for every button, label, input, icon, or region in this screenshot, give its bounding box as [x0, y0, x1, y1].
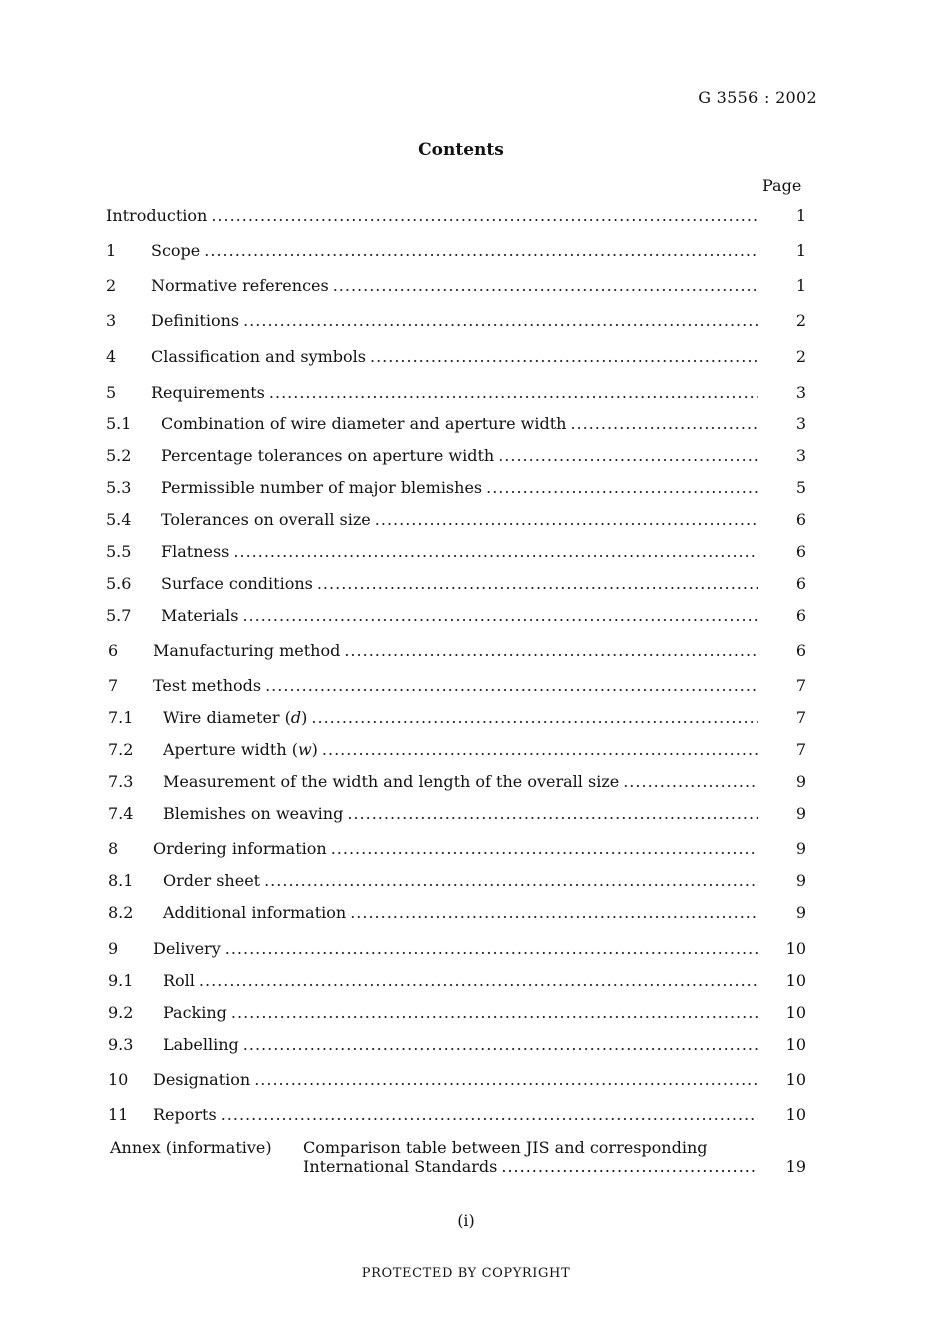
- toc-entry-title: Packing: [163, 1003, 227, 1022]
- annex-title-line2: International Standards: [303, 1157, 498, 1176]
- toc-entry-title: Permissible number of major blemishes: [161, 478, 483, 497]
- toc-entry-number: 8.2: [108, 903, 134, 922]
- toc-entry-title: Aperture width (w): [163, 740, 318, 759]
- toc-entry[interactable]: [106, 382, 806, 404]
- toc-entry-leader-wrap: [161, 477, 758, 499]
- toc-entry-page: 10: [785, 1003, 806, 1022]
- toc-entry-leader-wrap: [153, 1069, 758, 1091]
- toc-entry-number: 7: [108, 676, 119, 695]
- toc-entry-page: 7: [795, 708, 806, 727]
- toc-entry-leader-wrap: [163, 707, 758, 729]
- toc-entry-page: 1: [795, 241, 806, 260]
- toc-entry[interactable]: [106, 240, 806, 262]
- toc-entry-title: Percentage tolerances on aperture width: [161, 446, 495, 465]
- toc-entry-page: 7: [795, 740, 806, 759]
- toc-entry[interactable]: [106, 1104, 806, 1126]
- dot-leader: [231, 1002, 758, 1024]
- toc-entry-page: 5: [795, 478, 806, 497]
- toc-entry-leader-wrap: [163, 771, 758, 793]
- toc-entry[interactable]: [106, 1002, 806, 1024]
- toc-entry-title: Surface conditions: [161, 574, 313, 593]
- dot-leader: [317, 573, 758, 595]
- toc-entry-title: Measurement of the width and length of the overall size: [163, 772, 620, 791]
- toc-entry-page: 10: [785, 1105, 806, 1124]
- toc-entry[interactable]: [106, 739, 806, 761]
- toc-entry-title: Ordering information: [153, 839, 327, 858]
- toc-entry-title: Roll: [163, 971, 195, 990]
- dot-leader: [344, 640, 758, 662]
- toc-entry-number: 5.1: [106, 414, 132, 433]
- dot-leader: [221, 1104, 758, 1126]
- dot-leader: [233, 541, 758, 563]
- toc-entry-title: Classification and symbols: [151, 347, 366, 366]
- toc-entry-leader-wrap: [163, 803, 758, 825]
- toc-entry[interactable]: [106, 573, 806, 595]
- annex-page: 19: [785, 1157, 806, 1176]
- toc-entry[interactable]: [106, 541, 806, 563]
- dot-leader: [254, 1069, 758, 1091]
- toc-entry-leader-wrap: [163, 1002, 758, 1024]
- toc-entry-page: 10: [785, 971, 806, 990]
- toc-entry-number: 1: [106, 241, 117, 260]
- toc-entry[interactable]: [106, 803, 806, 825]
- toc-entry-number: 9.2: [108, 1003, 134, 1022]
- toc-entry-leader-wrap: [163, 1034, 758, 1056]
- dot-leader: [333, 275, 758, 297]
- toc-entry-number: 6: [108, 641, 119, 660]
- toc-entry[interactable]: [106, 605, 806, 627]
- toc-entry-leader-wrap: [151, 240, 758, 262]
- dot-leader: [498, 445, 758, 467]
- dot-leader: [486, 477, 758, 499]
- toc-entry-page: 9: [795, 804, 806, 823]
- document-number: G 3556 : 2002: [698, 88, 817, 107]
- toc-entry-number: 5: [106, 383, 117, 402]
- annex-label: Annex (informative): [110, 1138, 272, 1157]
- toc-entry-leader-wrap: [153, 675, 758, 697]
- toc-entry-leader-wrap: [161, 445, 758, 467]
- toc-entry-number: 7.1: [108, 708, 134, 727]
- toc-entry[interactable]: [106, 707, 806, 729]
- toc-entry-number: 5.4: [106, 510, 132, 529]
- toc-entry-page: 6: [795, 606, 806, 625]
- dot-leader: [331, 838, 758, 860]
- copyright-notice: PROTECTED BY COPYRIGHT: [361, 1266, 571, 1281]
- toc-entry-number: 8.1: [108, 871, 134, 890]
- annex-title-line2-wrap: [303, 1157, 758, 1176]
- toc-entry-page: 10: [785, 939, 806, 958]
- toc-entry-leader-wrap: [151, 275, 758, 297]
- dot-leader: [623, 771, 758, 793]
- toc-entry-title: Manufacturing method: [153, 641, 341, 660]
- toc-entry-number: 5.3: [106, 478, 132, 497]
- toc-entry-title: Reports: [153, 1105, 217, 1124]
- toc-entry-leader-wrap: [153, 640, 758, 662]
- toc-entry-title: Combination of wire diameter and aperture width: [161, 414, 567, 433]
- toc-entry-leader-wrap: [161, 573, 758, 595]
- toc-entry[interactable]: [106, 275, 806, 297]
- toc-entry-number: 9.3: [108, 1035, 134, 1054]
- toc-entry[interactable]: [106, 1069, 806, 1091]
- dot-leader: [350, 902, 758, 924]
- toc-entry[interactable]: [106, 1034, 806, 1056]
- toc-entry-leader-wrap: [153, 838, 758, 860]
- toc-entry-leader-wrap: [153, 1104, 758, 1126]
- toc-entry-number: 7.4: [108, 804, 134, 823]
- dot-leader: [204, 240, 758, 262]
- toc-entry-number: 7.2: [108, 740, 134, 759]
- dot-leader: [269, 382, 758, 404]
- toc-entry-title: Definitions: [151, 311, 240, 330]
- toc-entry[interactable]: [106, 870, 806, 892]
- toc-entry-number: 4: [106, 347, 117, 366]
- dot-leader: [211, 205, 758, 227]
- toc-entry-number: 9: [108, 939, 119, 958]
- toc-entry[interactable]: [106, 675, 806, 697]
- toc-entry-page: 9: [795, 772, 806, 791]
- dot-leader: [264, 870, 758, 892]
- toc-entry-page: 9: [795, 839, 806, 858]
- toc-entry-leader-wrap: [163, 970, 758, 992]
- dot-leader: [347, 803, 758, 825]
- toc-entry-number: 5.2: [106, 446, 132, 465]
- toc-entry-page: 6: [795, 510, 806, 529]
- toc-entry-page: 6: [795, 542, 806, 561]
- toc-entry-number: 2: [106, 276, 117, 295]
- dot-leader: [501, 1157, 758, 1176]
- toc-entry-page: 6: [795, 574, 806, 593]
- toc-entry-title: Additional information: [163, 903, 347, 922]
- toc-entry-number: 7.3: [108, 772, 134, 791]
- toc-entry-title: Order sheet: [163, 871, 261, 890]
- toc-entry[interactable]: [106, 413, 806, 435]
- toc-entry-title: Wire diameter (d): [163, 708, 308, 727]
- toc-entry-leader-wrap: [151, 382, 758, 404]
- toc-entry-number: 8: [108, 839, 119, 858]
- toc-entry-title: Introduction: [106, 206, 208, 225]
- toc-entry-leader-wrap: [161, 413, 758, 435]
- toc-entry-title: Scope: [151, 241, 201, 260]
- toc-entry-title: Flatness: [161, 542, 230, 561]
- toc-entry-title: Labelling: [163, 1035, 239, 1054]
- toc-entry-page: 3: [795, 414, 806, 433]
- toc-entry-leader-wrap: [163, 902, 758, 924]
- toc-entry[interactable]: [106, 938, 806, 960]
- toc-entry[interactable]: [106, 970, 806, 992]
- page-folio: (i): [457, 1211, 475, 1230]
- toc-entry-number: 10: [108, 1070, 129, 1089]
- toc-entry-leader-wrap: [161, 605, 758, 627]
- toc-entry-number: 3: [106, 311, 117, 330]
- toc-entry-number: 5.6: [106, 574, 132, 593]
- toc-entry-title: Test methods: [153, 676, 262, 695]
- dot-leader: [243, 310, 758, 332]
- toc-entry-title: Tolerances on overall size: [161, 510, 371, 529]
- page-column-label: Page: [762, 176, 802, 195]
- dot-leader: [199, 970, 758, 992]
- toc-entry-title: Requirements: [151, 383, 265, 402]
- toc-entry[interactable]: [106, 477, 806, 499]
- dot-leader: [370, 346, 758, 368]
- toc-entry[interactable]: [106, 205, 806, 227]
- dot-leader: [242, 605, 758, 627]
- dot-leader: [570, 413, 758, 435]
- toc-entry-page: 3: [795, 446, 806, 465]
- toc-entry-leader-wrap: [163, 870, 758, 892]
- toc-entry[interactable]: [106, 640, 806, 662]
- toc-entry-leader-wrap: [161, 509, 758, 531]
- toc-entry-title: Delivery: [153, 939, 221, 958]
- toc-entry-number: 5.7: [106, 606, 132, 625]
- toc-entry-title: Normative references: [151, 276, 329, 295]
- toc-entry-title: Designation: [153, 1070, 251, 1089]
- toc-entry[interactable]: [106, 509, 806, 531]
- toc-entry-leader-wrap: [163, 739, 758, 761]
- toc-entry[interactable]: [106, 346, 806, 368]
- dot-leader: [225, 938, 758, 960]
- toc-entry-page: 2: [795, 347, 806, 366]
- toc-entry-page: 1: [795, 206, 806, 225]
- toc-entry-page: 3: [795, 383, 806, 402]
- toc-entry-number: 9.1: [108, 971, 134, 990]
- toc-annex-entry[interactable]: [110, 1138, 806, 1182]
- toc-entry-title: Blemishes on weaving: [163, 804, 344, 823]
- page-title: Contents: [418, 140, 504, 160]
- toc-entry-leader-wrap: [153, 938, 758, 960]
- dot-leader: [265, 675, 758, 697]
- toc-entry-number: 5.5: [106, 542, 132, 561]
- toc-entry[interactable]: [106, 771, 806, 793]
- toc-entry-title: Materials: [161, 606, 239, 625]
- toc-entry-page: 9: [795, 903, 806, 922]
- toc-entry[interactable]: [106, 310, 806, 332]
- toc-entry-page: 6: [795, 641, 806, 660]
- toc-entry[interactable]: [106, 838, 806, 860]
- toc-entry[interactable]: [106, 902, 806, 924]
- toc-entry-page: 1: [795, 276, 806, 295]
- dot-leader: [375, 509, 758, 531]
- toc-entry-leader-wrap: [151, 346, 758, 368]
- dot-leader: [311, 707, 758, 729]
- toc-entry-page: 2: [795, 311, 806, 330]
- dot-leader: [322, 739, 758, 761]
- toc-entry-page: 10: [785, 1070, 806, 1089]
- toc-entry-page: 7: [795, 676, 806, 695]
- annex-title-line1: Comparison table between JIS and corresponding: [303, 1138, 708, 1157]
- toc-entry-leader-wrap: [151, 310, 758, 332]
- toc-entry-page: 9: [795, 871, 806, 890]
- toc-entry-leader-wrap: [106, 205, 758, 227]
- toc-entry-leader-wrap: [161, 541, 758, 563]
- toc-entry-number: 11: [108, 1105, 129, 1124]
- dot-leader: [243, 1034, 758, 1056]
- toc-entry[interactable]: [106, 445, 806, 467]
- toc-entry-page: 10: [785, 1035, 806, 1054]
